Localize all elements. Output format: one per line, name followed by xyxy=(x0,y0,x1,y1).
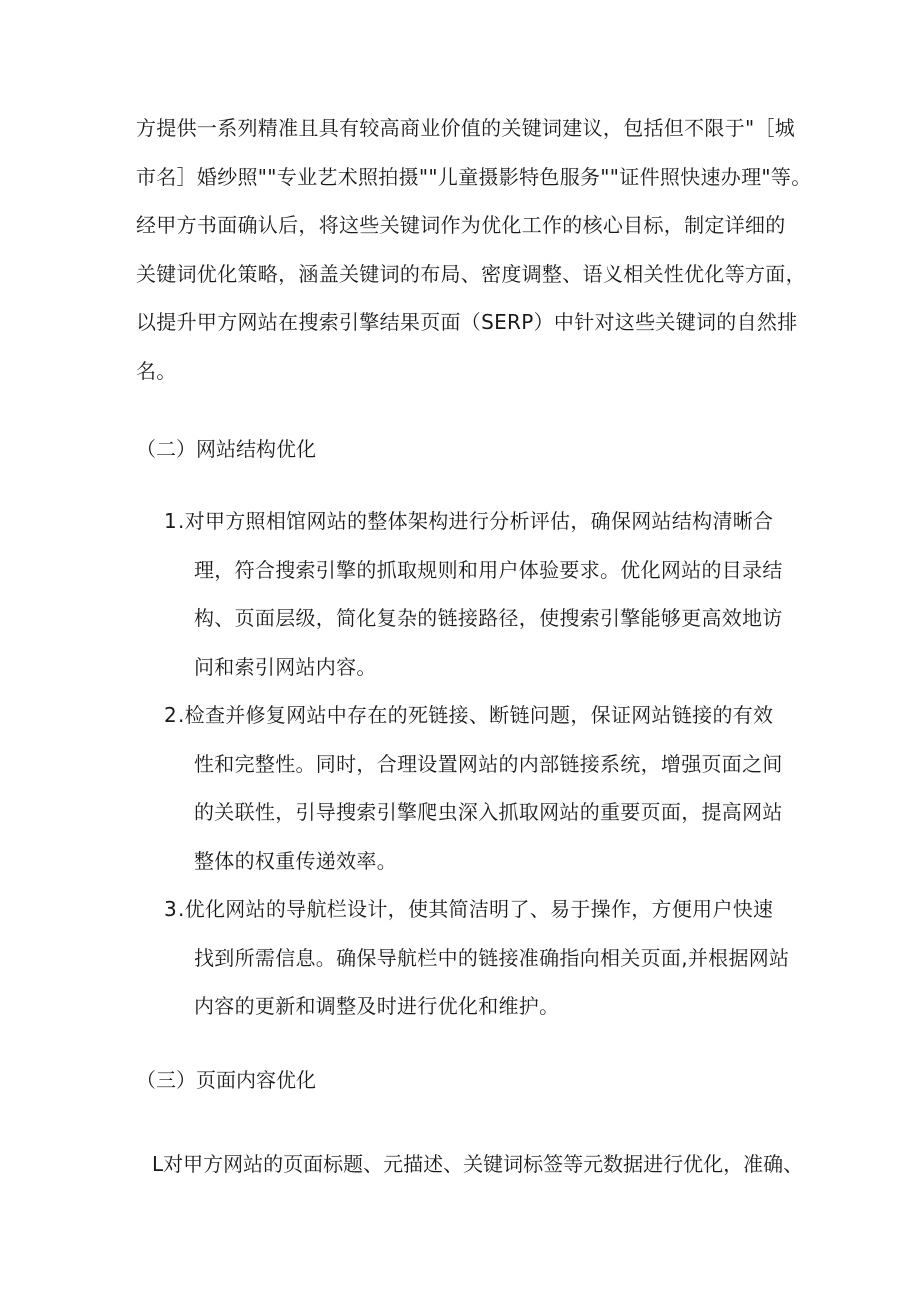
item2-line-2: 性和完整性。同时，合理设置网站的内部链接系统，增强页面之间 xyxy=(194,751,783,776)
list-number-1: 1 xyxy=(164,509,177,533)
item2-line-4: 整体的权重传递效率。 xyxy=(194,848,397,873)
item2-line-1: .检查并修复网站中存在的死链接、断链问题，保证网站链接的有效 xyxy=(178,703,774,727)
list-number-3: 3 xyxy=(164,897,177,921)
item1-line-3: 构、页面层级，简化复杂的链接路径，使搜索引擎能够更高效地访 xyxy=(194,606,783,630)
item3-line-2: 找到所需信息。确保导航栏中的链接准确指向相关页面,并根据网站 xyxy=(194,945,790,970)
item1-line-4: 问和索引网站内容。 xyxy=(194,654,377,679)
item3-line-3: 内容的更新和调整及时进行优化和维护。 xyxy=(194,994,560,1018)
intro-line-6: 名。 xyxy=(136,358,177,383)
list-body-1 xyxy=(178,497,804,691)
item2-line-3: 的关联性，引导搜索引擎爬虫深入抓取网站的重要页面，提高网站 xyxy=(194,800,783,824)
intro-paragraph xyxy=(136,104,812,395)
content-paragraph-line-1: L对甲方网站的页面标题、元描述、关键词标签等元数据进行优化，准确、 xyxy=(152,1152,804,1176)
intro-line-4: 关键词优化策略，涵盖关键词的布局、密度调整、语义相关性优化等方面， xyxy=(136,261,806,286)
item3-line-1: .优化网站的导航栏设计，使其简洁明了、易于操作，方便用户快速 xyxy=(178,897,774,921)
item1-line-1: .对甲方照相馆网站的整体架构进行分析评估，确保网站结构清晰合 xyxy=(178,509,774,533)
list-body-3 xyxy=(178,885,804,1031)
list-body-2 xyxy=(178,691,804,885)
intro-line-2: 市名］婚纱照""专业艺术照拍摄""儿童摄影特色服务""证件照快速办理"等。 xyxy=(136,164,812,189)
intro-line-5: 以提升甲方网站在搜索引擎结果页面（SERP）中针对这些关键词的自然排 xyxy=(136,310,798,334)
intro-line-3: 经甲方书面确认后，将这些关键词作为优化工作的核心目标，制定详细的 xyxy=(136,213,786,237)
section-heading-content: （三）页面内容优化 xyxy=(136,1068,316,1092)
intro-line-1: 方提供一系列精准且具有较高商业价值的关键词建议，包括但不限于"［城 xyxy=(136,116,796,140)
section-heading-structure: （二）网站结构优化 xyxy=(136,437,316,461)
list-number-2: 2 xyxy=(164,703,177,727)
item1-line-2: 理，符合搜索引擎的抓取规则和用户体验要求。优化网站的目录结 xyxy=(194,557,783,582)
